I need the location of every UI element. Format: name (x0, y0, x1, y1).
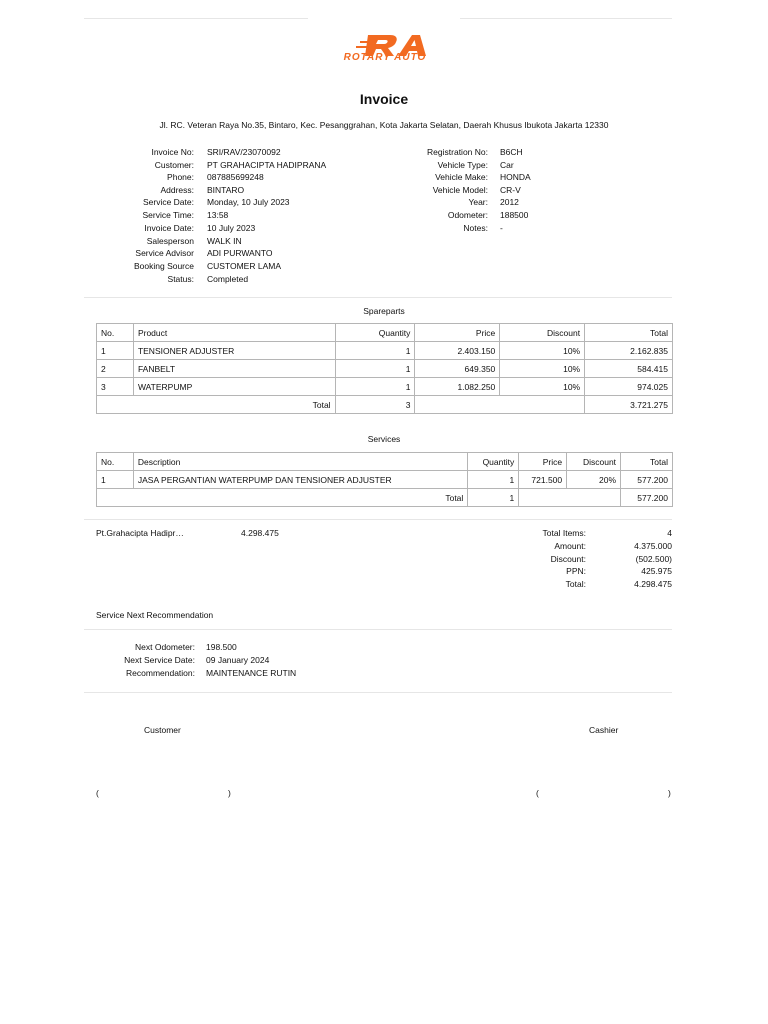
cell-quantity: 1 (335, 360, 415, 378)
summary-value: 4 (667, 528, 672, 538)
table-header-row (97, 324, 673, 342)
recommendation-label: Next Odometer: (135, 642, 195, 652)
table-row (97, 342, 673, 360)
detail-value: CUSTOMER LAMA (207, 261, 281, 271)
cell-price: 721.500 (519, 471, 567, 489)
signature-customer-label: Customer (144, 725, 181, 735)
recommendation-label: Next Service Date: (124, 655, 195, 665)
signature-cashier-close: ) (668, 788, 671, 798)
detail-value: WALK IN (207, 236, 242, 246)
detail-label: Booking Source (133, 261, 194, 271)
detail-value: PT GRAHACIPTA HADIPRANA (207, 160, 327, 170)
header-no: No. (97, 453, 134, 471)
detail-value: HONDA (500, 172, 531, 182)
detail-label: Service Time: (142, 210, 194, 220)
invoice-title: Invoice (359, 91, 409, 107)
cell-total: 584.415 (585, 360, 673, 378)
detail-label: Odometer: (447, 210, 488, 220)
detail-label: Service Advisor (135, 248, 194, 258)
summary-customer-amount: 4.298.475 (241, 528, 279, 538)
cell-description: JASA PERGANTIAN WATERPUMP DAN TENSIONER ADJUSTER (133, 471, 467, 489)
cell-quantity: 1 (468, 471, 519, 489)
cell-quantity: 1 (335, 342, 415, 360)
detail-value: BINTARO (207, 185, 245, 195)
summary-value: 425.975 (641, 566, 672, 576)
footer-total-label: Total (97, 396, 336, 414)
services-table (96, 452, 673, 507)
header-price: Price (519, 453, 567, 471)
summary-label: PPN: (566, 566, 586, 576)
table-row (97, 360, 673, 378)
summary-label: Amount: (554, 541, 586, 551)
summary-customer-name: Pt.Grahacipta Hadipr… (96, 528, 184, 538)
cell-price: 649.350 (415, 360, 500, 378)
divider (84, 629, 672, 630)
signature-cashier-open: ( (536, 788, 539, 798)
table-row (97, 471, 673, 489)
brand-name: ROTARY AUTO (343, 52, 427, 63)
header-no: No. (97, 324, 134, 342)
detail-value: - (500, 223, 503, 233)
detail-value: 13:58 (207, 210, 229, 220)
summary-label: Discount: (550, 554, 586, 564)
table-footer-row (97, 489, 673, 507)
header-product: Product (133, 324, 335, 342)
header-price: Price (415, 324, 500, 342)
recommendation-value: 198.500 (206, 642, 237, 652)
table-footer-row (97, 396, 673, 414)
signature-customer-close: ) (228, 788, 231, 798)
footer-total-label: Total (97, 489, 468, 507)
footer-empty (415, 396, 585, 414)
top-divider-left (84, 18, 308, 19)
recommendation-value: 09 January 2024 (206, 655, 270, 665)
detail-label: Registration No: (427, 147, 488, 157)
footer-quantity: 3 (335, 396, 415, 414)
header-discount: Discount (567, 453, 621, 471)
divider (84, 519, 672, 520)
top-divider-right (460, 18, 672, 19)
header-description: Description (133, 453, 467, 471)
detail-label: Year: (468, 197, 488, 207)
cell-no: 3 (97, 378, 134, 396)
summary-label: Total: (565, 579, 586, 589)
cell-discount: 10% (500, 342, 585, 360)
recommendation-title: Service Next Recommendation (96, 610, 214, 620)
header-discount: Discount (500, 324, 585, 342)
detail-label: Customer: (154, 160, 194, 170)
summary-value: 4.298.475 (634, 579, 672, 589)
divider (84, 297, 672, 298)
cell-price: 1.082.250 (415, 378, 500, 396)
signature-customer-open: ( (96, 788, 99, 798)
header-quantity: Quantity (335, 324, 415, 342)
detail-label: Notes: (463, 223, 488, 233)
cell-product: FANBELT (133, 360, 335, 378)
spareparts-table (96, 323, 673, 414)
summary-value: 4.375.000 (634, 541, 672, 551)
cell-no: 1 (97, 471, 134, 489)
detail-label: Salesperson (146, 236, 194, 246)
detail-value: 2012 (500, 197, 519, 207)
table-row (97, 378, 673, 396)
detail-label: Phone: (167, 172, 194, 182)
detail-value: 188500 (500, 210, 529, 220)
spareparts-title: Spareparts (363, 306, 405, 316)
cell-no: 2 (97, 360, 134, 378)
detail-label: Vehicle Type: (437, 160, 488, 170)
detail-value: B6CH (500, 147, 523, 157)
cell-discount: 20% (567, 471, 621, 489)
detail-label: Address: (160, 185, 194, 195)
header-quantity: Quantity (468, 453, 519, 471)
footer-total: 3.721.275 (585, 396, 673, 414)
detail-label: Vehicle Model: (432, 185, 488, 195)
detail-label: Vehicle Make: (435, 172, 488, 182)
cell-total: 974.025 (585, 378, 673, 396)
services-title: Services (367, 434, 401, 444)
recommendation-label: Recommendation: (126, 668, 195, 678)
divider (84, 692, 672, 693)
cell-quantity: 1 (335, 378, 415, 396)
header-total: Total (585, 324, 673, 342)
cell-total: 2.162.835 (585, 342, 673, 360)
footer-quantity: 1 (468, 489, 519, 507)
summary-value: (502.500) (635, 554, 672, 564)
detail-label: Invoice No: (151, 147, 194, 157)
cell-discount: 10% (500, 360, 585, 378)
header-total: Total (621, 453, 673, 471)
cell-no: 1 (97, 342, 134, 360)
recommendation-value: MAINTENANCE RUTIN (206, 668, 297, 678)
signature-cashier-label: Cashier (589, 725, 619, 735)
cell-product: TENSIONER ADJUSTER (133, 342, 335, 360)
detail-label: Service Date: (142, 197, 194, 207)
footer-empty (519, 489, 621, 507)
detail-value: Completed (207, 274, 249, 284)
detail-label: Status: (167, 274, 194, 284)
cell-product: WATERPUMP (133, 378, 335, 396)
summary-label: Total Items: (542, 528, 586, 538)
detail-value: CR-V (500, 185, 521, 195)
detail-value: Monday, 10 July 2023 (207, 197, 290, 207)
cell-discount: 10% (500, 378, 585, 396)
footer-total: 577.200 (621, 489, 673, 507)
detail-value: 10 July 2023 (207, 223, 256, 233)
detail-value: Car (500, 160, 514, 170)
detail-value: ADI PURWANTO (207, 248, 273, 258)
cell-price: 2.403.150 (415, 342, 500, 360)
detail-value: SRI/RAV/23070092 (207, 147, 281, 157)
cell-total: 577.200 (621, 471, 673, 489)
detail-label: Invoice Date: (144, 223, 194, 233)
company-address: Jl. RC. Veteran Raya No.35, Bintaro, Kec. Pesanggrahan, Kota Jakarta Selatan, Daerah Khusus Ibukota Jakarta 12330 (159, 120, 609, 130)
table-header-row (97, 453, 673, 471)
detail-value: 087885699248 (207, 172, 264, 182)
